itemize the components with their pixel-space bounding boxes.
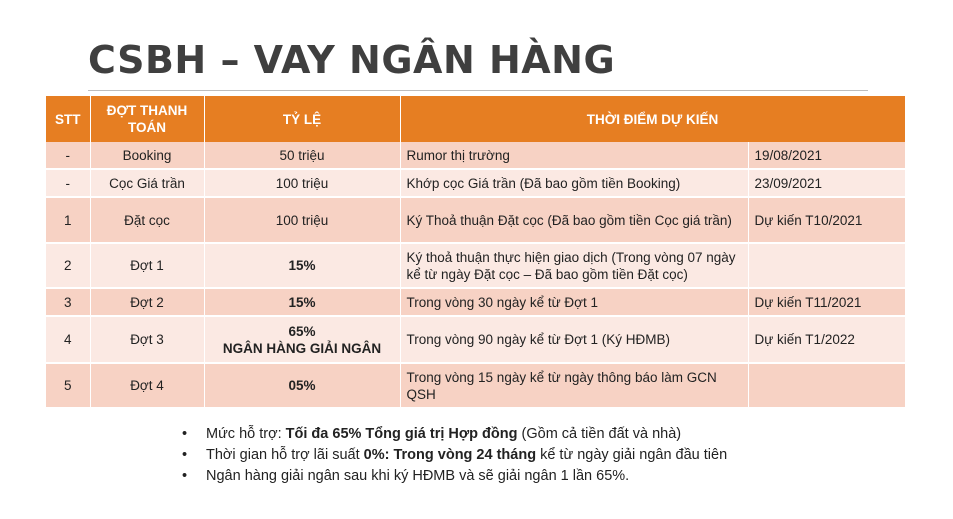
note-disbursement: • Ngân hàng giải ngân sau khi ký HĐMB và sẽ giải ngân 1 lần 65%.	[180, 466, 727, 487]
page-title: CSBH – VAY NGÂN HÀNG	[88, 38, 616, 82]
cell-ngay: Dự kiến T10/2021	[748, 197, 905, 243]
header-dot-thanh-toan: ĐỢT THANH TOÁN	[90, 96, 204, 142]
table-row	[46, 197, 905, 243]
cell-ngay	[748, 363, 905, 408]
table-row	[46, 316, 905, 363]
header-ty-le: TỶ LỆ	[204, 96, 400, 142]
ty-le-percent: 65%	[288, 323, 316, 339]
cell-stt: 3	[46, 288, 90, 316]
cell-stt: 4	[46, 316, 90, 363]
title-divider	[88, 90, 868, 91]
cell-dot: Đặt cọc	[90, 197, 204, 243]
note-interest-support: • Thời gian hỗ trợ lãi suất 0%: Trong vòng 24 tháng kể từ ngày giải ngân đầu tiên	[180, 445, 727, 466]
ty-le-note: NGÂN HÀNG GIẢI NGÂN	[222, 340, 382, 356]
note-support-level: • Mức hỗ trợ: Tối đa 65% Tổng giá trị Hợp đồng (Gồm cả tiền đất và nhà)	[180, 424, 727, 445]
table-row	[46, 243, 905, 288]
cell-ngay: Dự kiến T11/2021	[748, 288, 905, 316]
cell-thoi-diem: Trong vòng 15 ngày kể từ ngày thông báo làm GCN QSH	[400, 363, 748, 408]
cell-ngay: 23/09/2021	[748, 169, 905, 197]
cell-dot: Đợt 4	[90, 363, 204, 408]
cell-stt: 1	[46, 197, 90, 243]
notes-list	[180, 424, 727, 487]
cell-thoi-diem: Trong vòng 30 ngày kể từ Đợt 1	[400, 288, 748, 316]
table-row	[46, 288, 905, 316]
cell-dot: Đợt 1	[90, 243, 204, 288]
cell-stt: 2	[46, 243, 90, 288]
table-row	[46, 169, 905, 197]
cell-thoi-diem: Trong vòng 90 ngày kể từ Đợt 1 (Ký HĐMB)	[400, 316, 748, 363]
payment-schedule-table	[46, 96, 906, 409]
cell-dot: Đợt 3	[90, 316, 204, 363]
cell-thoi-diem: Ký Thoả thuận Đặt cọc (Đã bao gồm tiền Cọc giá trần)	[400, 197, 748, 243]
cell-ty-le: 15%	[204, 243, 400, 288]
cell-ngay: Dự kiến T1/2022	[748, 316, 905, 363]
cell-dot: Đợt 2	[90, 288, 204, 316]
cell-thoi-diem: Rumor thị trường	[400, 142, 748, 169]
cell-thoi-diem: Ký thoả thuận thực hiện giao dịch (Trong vòng 07 ngày kể từ ngày Đặt cọc – Đã bao gồm tiền Đặt cọc)	[400, 243, 748, 288]
table-row	[46, 363, 905, 408]
table-row	[46, 142, 905, 169]
cell-ty-le: 100 triệu	[204, 169, 400, 197]
cell-ty-le: 100 triệu	[204, 197, 400, 243]
cell-ty-le: 15%	[204, 288, 400, 316]
cell-stt: 5	[46, 363, 90, 408]
cell-thoi-diem: Khớp cọc Giá trần (Đã bao gồm tiền Booking)	[400, 169, 748, 197]
cell-dot: Booking	[90, 142, 204, 169]
cell-ty-le	[204, 316, 400, 363]
cell-ngay: 19/08/2021	[748, 142, 905, 169]
header-thoi-diem-du-kien: THỜI ĐIỂM DỰ KIẾN	[400, 96, 905, 142]
cell-ty-le: 50 triệu	[204, 142, 400, 169]
cell-stt: -	[46, 169, 90, 197]
cell-ty-le: 05%	[204, 363, 400, 408]
table-header-row	[46, 96, 905, 142]
header-stt: STT	[46, 96, 90, 142]
cell-stt: -	[46, 142, 90, 169]
cell-ngay	[748, 243, 905, 288]
cell-dot: Cọc Giá trần	[90, 169, 204, 197]
